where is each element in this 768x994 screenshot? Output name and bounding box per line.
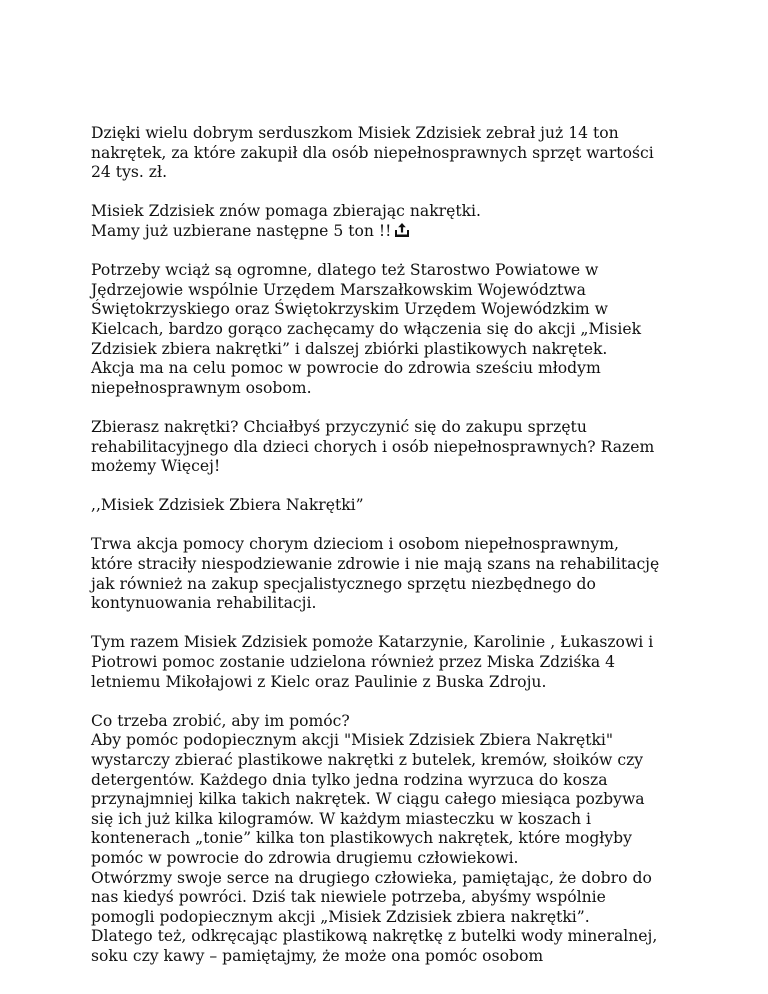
text-line: ,,Misiek Zdzisiek Zbiera Nakrętki”	[91, 496, 364, 515]
text-line: przynajmniej kilka takich nakrętek. W ciągu całego miesiąca pozbywa	[91, 790, 645, 809]
text-line: Otwórzmy swoje serce na drugiego człowieka, pamiętając, że dobro do	[91, 868, 652, 887]
text-line: soku czy kawy – pamiętajmy, że może ona pomóc osobom	[91, 946, 544, 965]
paragraph-question	[91, 418, 691, 477]
text-line: letniemu Mikołajowi z Kielc oraz Paulinie z Buska Zdroju.	[91, 672, 547, 691]
paragraph-campaign-title	[91, 496, 691, 516]
paragraph-collecting-again	[91, 202, 691, 241]
text-line: nas kiedyś powróci. Dziś tak niewiele potrzeba, abyśmy wspólnie	[91, 888, 606, 907]
paragraph-intro	[91, 124, 691, 183]
text-line: jak również na zakup specjalistycznego sprzętu niezbędnego do	[91, 574, 596, 593]
text-line: Piotrowi pomoc zostanie udzielona również przez Miska Zdziśka 4	[91, 653, 615, 672]
text-line: które straciły niespodziewanie zdrowie i nie mają szans na rehabilitację	[91, 555, 660, 574]
text-line: Potrzeby wciąż są ogromne, dlatego też Starostwo Powiatowe w	[91, 261, 599, 280]
text-line: Zbierasz nakrętki? Chciałbyś przyczynić się do zakupu sprzętu	[91, 417, 587, 436]
text-line: się ich już kilka kilogramów. W każdym miasteczku w koszach i	[91, 809, 592, 828]
text-line: Misiek Zdzisiek znów pomaga zbierając nakrętki.	[91, 202, 481, 221]
share-tray-icon	[394, 222, 410, 238]
text-line: Dzięki wielu dobrym serduszkom Misiek Zdzisiek zebrał już 14 ton	[91, 124, 619, 142]
text-line: Trwa akcja pomocy chorym dzieciom i osobom niepełnosprawnym,	[91, 535, 619, 554]
paragraph-needs	[91, 261, 691, 398]
text-line: detergentów. Każdego dnia tylko jedna rodzina wyrzuca do kosza	[91, 770, 608, 789]
text-line: rehabilitacyjnego dla dzieci chorych i osób niepełnosprawnych? Razem	[91, 437, 655, 456]
text-line: pomogli podopiecznym akcji „Misiek Zdzisiek zbiera nakrętki”.	[91, 907, 590, 926]
text-line: kontenerach „tonie” kilka ton plastikowych nakrętek, które mogłyby	[91, 829, 632, 848]
text-line: niepełnosprawnym osobom.	[91, 378, 312, 397]
paragraph-beneficiaries	[91, 633, 691, 692]
text-line: nakrętek, za które zakupił dla osób niepełnosprawnych sprzęt wartości	[91, 143, 654, 162]
text-line: 24 tys. zł.	[91, 163, 168, 182]
paragraph-campaign-ongoing	[91, 535, 691, 613]
text-line: wystarczy zbierać plastikowe nakrętki z butelek, kremów, słoików czy	[91, 751, 644, 769]
text-line: Świętokrzyskiego oraz Świętokrzyskim Urzędem Wojewódzkim w	[91, 300, 609, 319]
text-line: Aby pomóc podopiecznym akcji "Misiek Zdzisiek Zbiera Nakrętki"	[91, 731, 614, 750]
text-line: możemy Więcej!	[91, 457, 221, 476]
document-page	[91, 124, 691, 967]
text-line: Tym razem Misiek Zdzisiek pomoże Katarzynie, Karolinie , Łukaszowi i	[91, 633, 654, 652]
text-line: Akcja ma na celu pomoc w powrocie do zdrowia sześciu młodym	[91, 359, 601, 378]
text-line: Dlatego też, odkręcając plastikową nakrętkę z butelki wody mineralnej,	[91, 927, 658, 946]
paragraph-how-to-help	[91, 712, 691, 967]
text-line: Zdzisiek zbiera nakrętki” i dalszej zbiórki plastikowych nakrętek.	[91, 339, 608, 358]
text-line: kontynuowania rehabilitacji.	[91, 594, 317, 613]
text-line: pomóc w powrocie do zdrowia drugiemu człowiekowi.	[91, 848, 519, 867]
text-line: Co trzeba zrobić, aby im pomóc?	[91, 711, 350, 730]
text-line: Kielcach, bardzo gorąco zachęcamy do włączenia się do akcji „Misiek	[91, 319, 642, 338]
text-line: Jędrzejowie wspólnie Urzędem Marszałkowskim Województwa	[91, 280, 586, 299]
text-line	[91, 222, 691, 242]
text-line-content: Mamy już uzbierane następne 5 ton !!	[91, 221, 392, 240]
